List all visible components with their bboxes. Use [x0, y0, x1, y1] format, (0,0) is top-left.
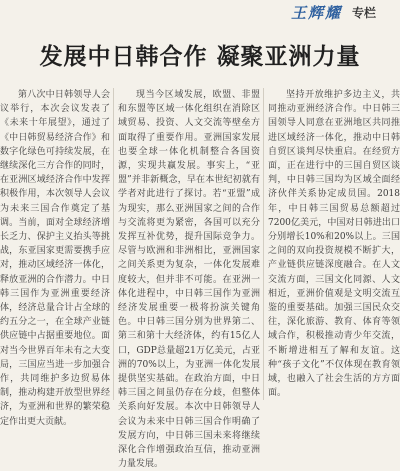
column-divider [113, 88, 114, 400]
article-column-1 [0, 88, 110, 427]
column-label: 专栏 [351, 6, 376, 20]
article-column-3 [268, 88, 400, 400]
article-column-2 [118, 88, 260, 470]
column-2-text: 现当今区域发展，欧盟、非盟和东盟等区域一体化组织在消除区域贸易、投资、人文交流等壁垒方面取得了重要作用。亚洲国家发展也要全球一体化机制整合各国资源，实现共赢发展。事实上，“亚盟”并非新概念，早在本世纪初就有学者对此进行了探讨。若“亚盟”成为现实，那么亚洲国家之间的合作与交流将更为紧密，各国可以充分发挥互补优势，提升国际竞争力。尽管与欧洲和非洲相比，亚洲国家之间关系更为复杂，一体化发展难度较大，但并非不可能。在亚洲一体化进程中，中日韩三国作为亚洲经济发展重要一极将扮演关键角色。中日韩三国分别为世界第二、第三和第十大经济体，约有15亿人口，GDP总量超21万亿美元，占亚洲的70%以上，为亚洲一体化发展提供坚实基础。在政治方面，中日韩三国之间虽仍存在分歧，但整体关系向好发展。本次中日韩领导人会议为未来中日韩三国合作明确了发展方向，中日韩三国未来将继续深化合作增强政治互信，推动亚洲力量发展。 [118, 90, 260, 470]
headline: 发展中日韩合作 凝聚亚洲力量 [39, 43, 361, 70]
column-3-text: 坚持开放维护多边主义，共同推动亚洲经济合作。中日韩三国领导人同意在亚洲地区共同推进区域经济一体化，推动中日韩自贸区谈判尽快重启。在经贸方面，正在进行中的三国自贸区谈判，中日韩三国均为区域全面经济伙伴关系协定成员国。2018年，中日韩三国贸易总额超过7200亿美元，中国对日韩进出口分别增长10%和20%以上。三国之间的双向投资规模不断扩大，产业链供应链深度融合。在人文交流方面，三国文化同源、人文相近，亚洲价值观是文明交流互鉴的重要基础。加强三国民众交往，深化旅游、教育、体育等领域合作，积极推动青少年交流，不断增进相互了解和友谊。这种“孩子文化”不仅体现在教育领域，也融入了社会生活的方方面面。 [268, 90, 400, 399]
column-name: 王辉耀 [290, 4, 342, 22]
column-1-text: 第八次中日韩领导人会议举行，本次会议发表了《未来十年展望》，通过了《中日韩贸易经济合作》和数字化绿色可持续发展，在继续深化三方合作的同时，在亚洲区域经济合作中发挥积极作用，本次领导人会议为未来三国合作奠定了基调。当前，面对全球经济增长乏力、保护主义抬头等挑战，东亚国家更需要携手应对，推动区域经济一体化，释放亚洲的合作潜力。中日韩三国作为亚洲重要经济体，经济总量合计占全球的约五分之一，在全球产业链供应链中占据重要地位。面对当今世界百年未有之大变局，三国应当进一步加强合作，共同维护多边贸易体制，推动构建开放型世界经济，为亚洲和世界的繁荣稳定作出更大贡献。 [0, 90, 110, 427]
column-divider [263, 88, 264, 400]
